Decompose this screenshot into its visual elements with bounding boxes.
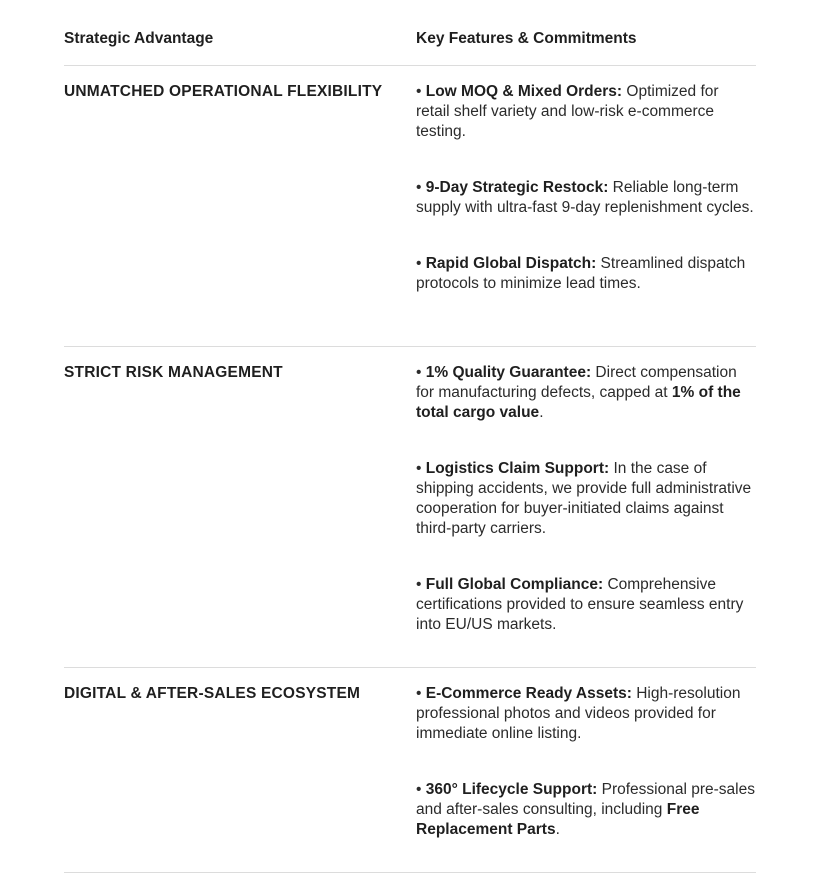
feature-text: High-resolution professional photos and videos provided for immediate online listing. <box>416 685 741 742</box>
feature-text: Reliable long-term supply with ultra-fast 9-day replenishment cycles. <box>416 179 754 216</box>
table-row <box>64 668 756 873</box>
feature-item <box>416 363 756 423</box>
feature-item <box>416 780 756 840</box>
feature-title: E-Commerce Ready Assets: <box>425 685 632 702</box>
feature-tail: . <box>555 821 560 838</box>
feature-emphasis: 1% of the total cargo value <box>416 384 741 421</box>
feature-item <box>416 254 756 294</box>
header-key-features: Key Features & Commitments <box>416 30 637 47</box>
features-cell <box>416 82 756 346</box>
feature-title: 360° Lifecycle Support: <box>425 781 598 798</box>
feature-title: Low MOQ & Mixed Orders: <box>425 83 623 100</box>
table-row <box>64 347 756 668</box>
bullet: • <box>416 179 426 196</box>
bullet: • <box>416 685 426 702</box>
feature-text: In the case of shipping accidents, we provide full administrative cooperation for buyer-initiated claims against third-party carriers. <box>416 460 752 537</box>
feature-text: Comprehensive certifications provided to ensure seamless entry into EU/US markets. <box>416 576 744 633</box>
feature-text: Professional pre-sales and after-sales consulting, including <box>416 781 755 818</box>
features-cell <box>416 684 756 872</box>
feature-item <box>416 82 756 142</box>
feature-title: 9-Day Strategic Restock: <box>425 179 609 196</box>
features-cell <box>416 363 756 667</box>
header-strategic-advantage: Strategic Advantage <box>64 30 214 47</box>
feature-title: 1% Quality Guarantee: <box>425 364 592 381</box>
feature-item <box>416 575 756 635</box>
category-label: DIGITAL & AFTER-SALES ECOSYSTEM <box>64 685 361 702</box>
bullet: • <box>416 364 426 381</box>
bullet: • <box>416 576 426 593</box>
feature-title: Logistics Claim Support: <box>425 460 610 477</box>
feature-emphasis: Free Replacement Parts <box>416 801 700 838</box>
feature-title: Rapid Global Dispatch: <box>425 255 597 272</box>
bullet: • <box>416 781 426 798</box>
feature-title: Full Global Compliance: <box>425 576 604 593</box>
feature-text: Streamlined dispatch protocols to minimize lead times. <box>416 255 746 292</box>
category-label: STRICT RISK MANAGEMENT <box>64 364 283 381</box>
table-header <box>64 28 756 66</box>
bullet: • <box>416 83 426 100</box>
feature-item <box>416 684 756 744</box>
feature-text: Direct compensation for manufacturing defects, capped at <box>416 364 737 401</box>
bullet: • <box>416 255 426 272</box>
feature-item <box>416 459 756 539</box>
feature-tail: . <box>539 404 544 421</box>
feature-text: Optimized for retail shelf variety and low-risk e-commerce testing. <box>416 83 719 140</box>
bullet: • <box>416 460 426 477</box>
advantages-table <box>64 28 756 873</box>
category-label: UNMATCHED OPERATIONAL FLEXIBILITY <box>64 83 383 100</box>
table-row <box>64 66 756 347</box>
feature-item <box>416 178 756 218</box>
